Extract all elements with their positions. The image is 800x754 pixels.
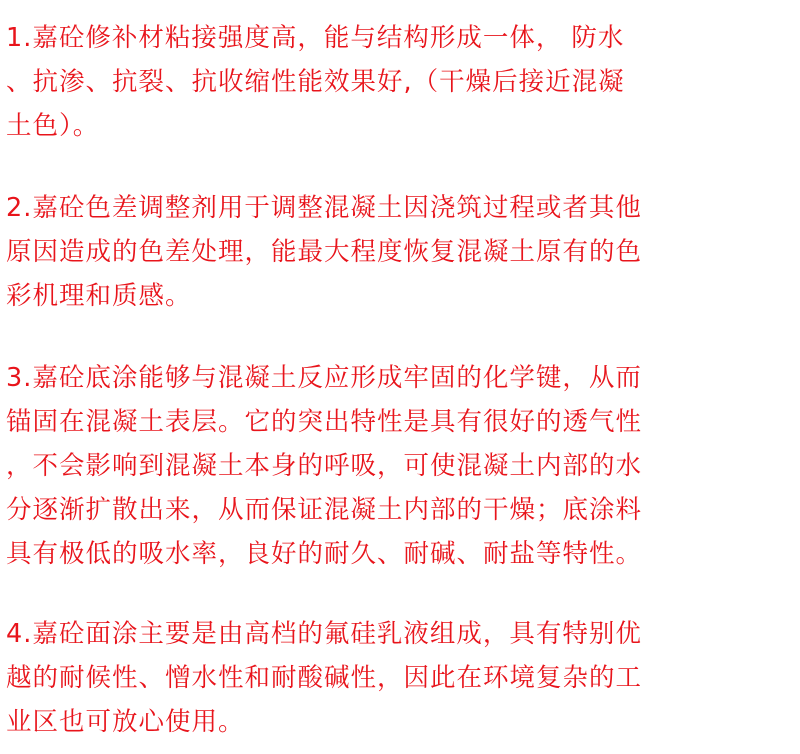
text-line: 锚固在混凝土表层。它的突出特性是具有很好的透气性	[6, 407, 643, 437]
text-line: 土色）。	[6, 111, 100, 141]
text-line: ，不会影响到混凝土本身的呼吸，可使混凝土内部的水	[6, 451, 643, 481]
text-line: 3.嘉砼底涂能够与混凝土反应形成牢固的化学键，从而	[6, 363, 642, 393]
paragraph-topcoat	[6, 612, 786, 744]
text-line: 原因造成的色差处理，能最大程度恢复混凝土原有的色	[6, 237, 643, 267]
text-line: 彩机理和质感。	[6, 281, 192, 311]
text-line: 2.嘉砼色差调整剂用于调整混凝土因浇筑过程或者其他	[6, 193, 642, 223]
paragraph-primer	[6, 356, 786, 576]
text-line: 4.嘉砼面涂主要是由高档的氟硅乳液组成，具有特别优	[6, 619, 642, 649]
text-line: 具有极低的吸水率，良好的耐久、耐碱、耐盐等特性。	[6, 539, 643, 569]
paragraph-color-adjuster	[6, 186, 786, 318]
text-line: 越的耐候性、憎水性和耐酸碱性，因此在环境复杂的工	[6, 663, 643, 693]
text-line: 1.嘉砼修补材粘接强度高，能与结构形成一体， 防水	[6, 23, 625, 53]
text-line: 业区也可放心使用。	[6, 707, 245, 737]
text-line: 、抗渗、抗裂、抗收缩性能效果好,（干燥后接近混凝	[6, 67, 625, 97]
paragraph-repair-material	[6, 16, 786, 148]
text-line: 分逐渐扩散出来，从而保证混凝土内部的干燥；底涂料	[6, 495, 643, 525]
